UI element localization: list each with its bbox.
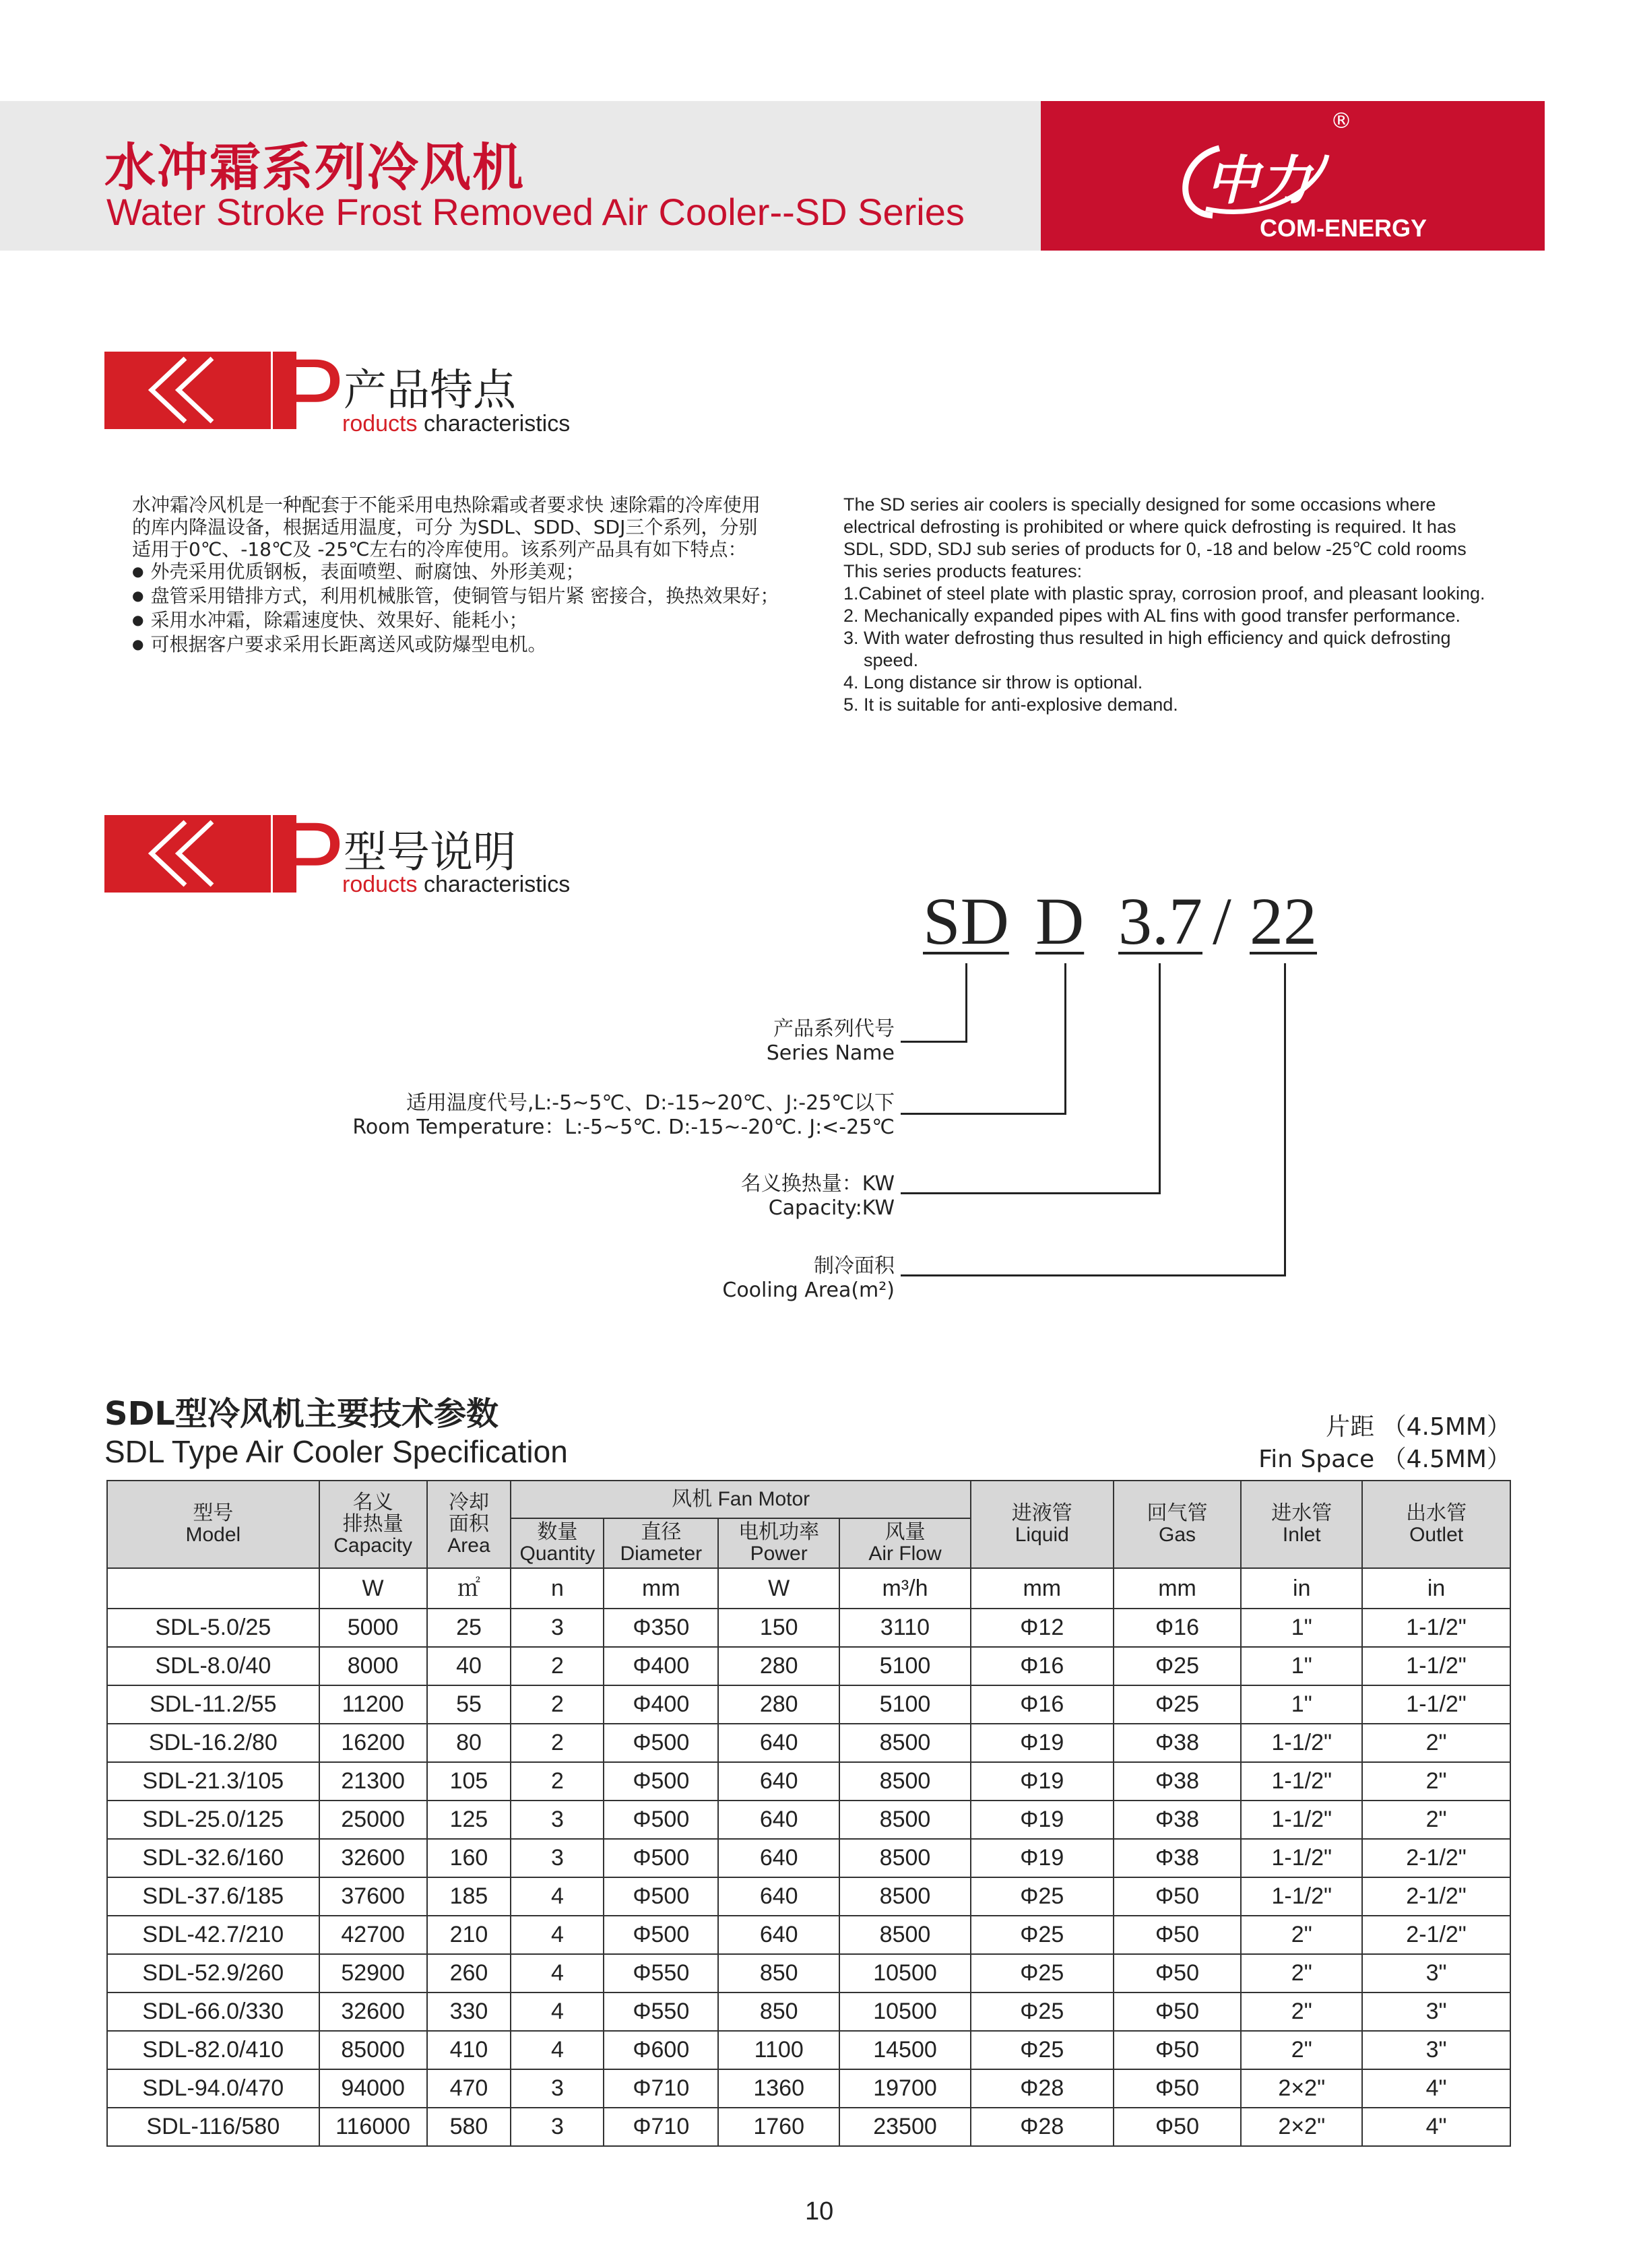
page-number: 10 — [805, 2197, 834, 2226]
table-cell: 260 — [427, 1954, 511, 1992]
table-row — [107, 1992, 1510, 2031]
model-cell: SDL-37.6/185 — [107, 1877, 319, 1916]
table-cell: 105 — [427, 1762, 511, 1801]
table-cell: Φ25 — [971, 1954, 1114, 1992]
capacity-label: 名义换热量：KW Capacity:KW — [740, 1172, 895, 1220]
features-cn-intro-line: 适用于0℃、-18℃及 -25℃左右的冷库使用。该系列产品具有如下特点： — [132, 538, 747, 560]
table-cell: 1100 — [718, 2031, 839, 2069]
col-inlet: 进水管 Inlet — [1241, 1481, 1362, 1568]
col-gas: 回气管 Gas — [1114, 1481, 1242, 1568]
section1-title-en: roducts characteristics — [342, 411, 571, 436]
col-model: 型号 Model — [107, 1481, 319, 1568]
spec-table-body — [107, 1609, 1510, 2146]
table-cell: 1" — [1241, 1685, 1362, 1724]
table-cell: 8500 — [839, 1762, 971, 1801]
model-cell: SDL-16.2/80 — [107, 1724, 319, 1762]
table-cell: 4" — [1362, 2108, 1510, 2146]
table-cell: 8500 — [839, 1916, 971, 1954]
table-row — [107, 1724, 1510, 1762]
model-cell: SDL-52.9/260 — [107, 1954, 319, 1992]
table-cell: 4 — [511, 1954, 604, 1992]
table-row — [107, 1916, 1510, 1954]
table-cell: 410 — [427, 2031, 511, 2069]
unit-cell: W — [319, 1568, 427, 1609]
table-cell: 80 — [427, 1724, 511, 1762]
table-cell: 55 — [427, 1685, 511, 1724]
spec-title-cn: SDL型冷风机主要技术参数 — [104, 1395, 499, 1433]
table-cell: 470 — [427, 2069, 511, 2108]
section1-letter: P — [278, 337, 346, 451]
table-cell: Φ19 — [971, 1801, 1114, 1839]
table-cell: 2-1/2" — [1362, 1916, 1510, 1954]
cooling-area-label: 制冷面积 Cooling Area(m²) — [722, 1254, 895, 1302]
connector-line — [1284, 963, 1286, 1276]
table-cell: Φ38 — [1114, 1839, 1242, 1877]
table-cell: 1360 — [718, 2069, 839, 2108]
model-cell: SDL-8.0/40 — [107, 1647, 319, 1685]
unit-cell: n — [511, 1568, 604, 1609]
features-en-line: 2. Mechanically expanded pipes with AL fins with good transfer performance. — [843, 606, 1461, 626]
table-cell: 280 — [718, 1647, 839, 1685]
table-row — [107, 2108, 1510, 2146]
features-cn-bullet: ● 可根据客户要求采用长距离送风或防爆型电机。 — [132, 633, 812, 657]
table-cell: 8500 — [839, 1801, 971, 1839]
table-cell: 4 — [511, 2031, 604, 2069]
table-cell: Φ500 — [604, 1724, 718, 1762]
table-cell: 3 — [511, 1609, 604, 1647]
unit-cell: W — [718, 1568, 839, 1609]
table-cell: Φ25 — [971, 1916, 1114, 1954]
table-cell: Φ500 — [604, 1801, 718, 1839]
connector-line — [1159, 963, 1161, 1194]
table-cell: 3 — [511, 2069, 604, 2108]
model-code-slash: / — [1213, 884, 1231, 959]
features-en-line: This series products features: — [843, 561, 1083, 581]
features-cn-bullet: ● 盘管采用错排方式，利用机械胀管，使铜管与铝片紧 密接合，换热效果好； — [132, 585, 812, 609]
unit-cell: in — [1241, 1568, 1362, 1609]
table-cell: 2×2" — [1241, 2108, 1362, 2146]
table-row — [107, 1801, 1510, 1839]
table-cell: 40 — [427, 1647, 511, 1685]
features-en-line: 5. It is suitable for anti-explosive demand. — [843, 694, 1178, 715]
table-cell: Φ19 — [971, 1762, 1114, 1801]
table-cell: Φ19 — [971, 1724, 1114, 1762]
table-cell: 4 — [511, 1992, 604, 2031]
features-cn-intro-line: 的库内降温设备，根据适用温度，可分 为SDL、SDD、SDJ三个系列，分别 — [132, 516, 758, 538]
table-cell: 4 — [511, 1877, 604, 1916]
table-row — [107, 1609, 1510, 1647]
table-cell: Φ38 — [1114, 1801, 1242, 1839]
table-cell: 580 — [427, 2108, 511, 2146]
table-cell: 85000 — [319, 2031, 427, 2069]
table-cell: 185 — [427, 1877, 511, 1916]
features-en-line: 4. Long distance sir throw is optional. — [843, 672, 1143, 692]
double-chevron-icon — [104, 815, 271, 893]
table-row — [107, 1839, 1510, 1877]
col-airflow: 风量 Air Flow — [839, 1518, 971, 1568]
table-cell: 330 — [427, 1992, 511, 2031]
table-cell: 3110 — [839, 1609, 971, 1647]
table-cell: Φ19 — [971, 1839, 1114, 1877]
table-cell: 37600 — [319, 1877, 427, 1916]
table-cell: 210 — [427, 1916, 511, 1954]
table-cell: 1" — [1241, 1647, 1362, 1685]
section2-title-en: roducts characteristics — [342, 872, 571, 897]
table-row — [107, 2069, 1510, 2108]
table-cell: 52900 — [319, 1954, 427, 1992]
model-cell: SDL-94.0/470 — [107, 2069, 319, 2108]
fin-space-cn: 片距 （4.5MM） — [1326, 1413, 1511, 1441]
table-cell: 1-1/2" — [1241, 1724, 1362, 1762]
unit-cell: ㎡ — [427, 1568, 511, 1609]
table-cell: Φ50 — [1114, 2108, 1242, 2146]
table-cell: Φ25 — [971, 1877, 1114, 1916]
table-cell: 2-1/2" — [1362, 1839, 1510, 1877]
table-cell: 3 — [511, 1801, 604, 1839]
table-cell: 2" — [1362, 1801, 1510, 1839]
table-cell: 5000 — [319, 1609, 427, 1647]
features-en-line: SDL, SDD, SDJ sub series of products for 0, -18 and below -25℃ cold rooms — [843, 539, 1467, 559]
table-cell: Φ710 — [604, 2108, 718, 2146]
table-cell: Φ500 — [604, 1877, 718, 1916]
table-cell: 25000 — [319, 1801, 427, 1839]
table-cell: 280 — [718, 1685, 839, 1724]
connector-line — [1064, 963, 1066, 1115]
table-cell: Φ50 — [1114, 1877, 1242, 1916]
table-cell: 3" — [1362, 2031, 1510, 2069]
table-cell: Φ50 — [1114, 1954, 1242, 1992]
table-cell: Φ25 — [971, 2031, 1114, 2069]
table-cell: 2" — [1362, 1762, 1510, 1801]
col-group-fan-motor: 风机 Fan Motor — [511, 1481, 970, 1518]
table-cell: Φ25 — [971, 1992, 1114, 2031]
table-cell: Φ12 — [971, 1609, 1114, 1647]
table-cell: 1" — [1241, 1609, 1362, 1647]
table-cell: 19700 — [839, 2069, 971, 2108]
table-cell: 5100 — [839, 1647, 971, 1685]
table-cell: 3 — [511, 2108, 604, 2146]
table-cell: 2 — [511, 1685, 604, 1724]
features-en-line: speed. — [864, 650, 919, 670]
table-cell: 2" — [1241, 1992, 1362, 2031]
table-cell: 2" — [1241, 1954, 1362, 1992]
features-cn-block — [132, 494, 812, 657]
table-cell: 640 — [718, 1839, 839, 1877]
table-cell: 5100 — [839, 1685, 971, 1724]
fin-space-en: Fin Space （4.5MM） — [1258, 1446, 1511, 1473]
table-cell: 94000 — [319, 2069, 427, 2108]
table-cell: 150 — [718, 1609, 839, 1647]
table-cell: Φ500 — [604, 1916, 718, 1954]
table-cell: 10500 — [839, 1954, 971, 1992]
table-cell: 1-1/2" — [1241, 1801, 1362, 1839]
table-cell: 23500 — [839, 2108, 971, 2146]
table-cell: Φ400 — [604, 1685, 718, 1724]
table-cell: 4 — [511, 1916, 604, 1954]
table-cell: 42700 — [319, 1916, 427, 1954]
table-cell: Φ16 — [971, 1647, 1114, 1685]
table-cell: Φ38 — [1114, 1724, 1242, 1762]
table-cell: 125 — [427, 1801, 511, 1839]
table-cell: 2×2" — [1241, 2069, 1362, 2108]
model-cell: SDL-21.3/105 — [107, 1762, 319, 1801]
model-cell: SDL-116/580 — [107, 2108, 319, 2146]
connector-line — [901, 1041, 967, 1043]
table-cell: 1-1/2" — [1362, 1647, 1510, 1685]
table-cell: Φ50 — [1114, 2031, 1242, 2069]
table-cell: 640 — [718, 1801, 839, 1839]
table-cell: 4" — [1362, 2069, 1510, 2108]
table-cell: 640 — [718, 1916, 839, 1954]
section1-title-cn: 产品特点 — [344, 366, 516, 416]
model-code-series: SD — [923, 884, 1009, 959]
table-cell: 2-1/2" — [1362, 1877, 1510, 1916]
col-diameter: 直径 Diameter — [604, 1518, 718, 1568]
table-cell: Φ550 — [604, 1992, 718, 2031]
table-cell: 10500 — [839, 1992, 971, 2031]
table-cell: 3" — [1362, 1954, 1510, 1992]
table-cell: Φ50 — [1114, 1916, 1242, 1954]
table-cell: 2 — [511, 1762, 604, 1801]
col-outlet: 出水管 Outlet — [1362, 1481, 1510, 1568]
spec-table — [106, 1480, 1511, 2147]
table-cell: Φ500 — [604, 1762, 718, 1801]
table-cell: 2" — [1362, 1724, 1510, 1762]
table-cell: Φ38 — [1114, 1762, 1242, 1801]
unit-cell: mm — [604, 1568, 718, 1609]
table-cell: Φ50 — [1114, 1992, 1242, 2031]
features-cn-list — [132, 560, 812, 657]
model-code-area: 22 — [1250, 884, 1317, 959]
brand-mark: 中力 — [1206, 151, 1312, 212]
table-cell: 640 — [718, 1724, 839, 1762]
table-cell: 1760 — [718, 2108, 839, 2146]
model-cell: SDL-25.0/125 — [107, 1801, 319, 1839]
table-row — [107, 1877, 1510, 1916]
table-cell: Φ16 — [971, 1685, 1114, 1724]
table-cell: 116000 — [319, 2108, 427, 2146]
page-title-en: Water Stroke Frost Removed Air Cooler--SD Series — [106, 191, 965, 233]
table-cell: Φ500 — [604, 1839, 718, 1877]
table-cell: 640 — [718, 1762, 839, 1801]
table-cell: Φ25 — [1114, 1647, 1242, 1685]
model-cell: SDL-11.2/55 — [107, 1685, 319, 1724]
table-cell: 1-1/2" — [1241, 1877, 1362, 1916]
unit-cell: mm — [971, 1568, 1114, 1609]
features-en-line: 1.Cabinet of steel plate with plastic spray, corrosion proof, and pleasant looking. — [843, 583, 1485, 604]
table-cell: 25 — [427, 1609, 511, 1647]
connector-line — [965, 963, 967, 1043]
table-cell: 8500 — [839, 1839, 971, 1877]
features-cn-intro-line: 水冲霜冷风机是一种配套于不能采用电热除霜或者要求快 速除霜的冷库使用 — [132, 494, 761, 516]
col-area: 冷却 面积 Area — [427, 1481, 511, 1568]
table-cell: 11200 — [319, 1685, 427, 1724]
table-cell: Φ600 — [604, 2031, 718, 2069]
table-row — [107, 1647, 1510, 1685]
connector-line — [901, 1192, 1161, 1194]
features-en-line: 3. With water defrosting thus resulted in high efficiency and quick defrosting — [843, 628, 1451, 648]
unit-cell: in — [1362, 1568, 1510, 1609]
table-cell: 850 — [718, 1954, 839, 1992]
table-cell: 32600 — [319, 1992, 427, 2031]
features-cn-bullet: ● 外壳采用优质钢板，表面喷塑、耐腐蚀、外形美观； — [132, 560, 812, 585]
page-title-cn: 水冲霜系列冷风机 — [104, 137, 525, 197]
col-capacity: 名义 排热量 Capacity — [319, 1481, 427, 1568]
table-cell: 8500 — [839, 1724, 971, 1762]
series-name-label: 产品系列代号 Series Name — [766, 1017, 895, 1065]
table-cell: 2" — [1241, 2031, 1362, 2069]
table-cell: Φ350 — [604, 1609, 718, 1647]
model-cell: SDL-5.0/25 — [107, 1609, 319, 1647]
features-en-line: The SD series air coolers is specially designed for some occasions where — [843, 494, 1436, 515]
table-cell: 1-1/2" — [1241, 1839, 1362, 1877]
table-cell: 32600 — [319, 1839, 427, 1877]
spec-title-en: SDL Type Air Cooler Specification — [104, 1434, 568, 1469]
features-en-line: electrical defrosting is prohibited or where quick defrosting is required. It has — [843, 517, 1456, 537]
table-cell: Φ16 — [1114, 1609, 1242, 1647]
table-cell: Φ400 — [604, 1647, 718, 1685]
units-row — [107, 1568, 1510, 1609]
table-cell: 8500 — [839, 1877, 971, 1916]
table-cell: Φ50 — [1114, 2069, 1242, 2108]
model-code-temp: D — [1035, 884, 1085, 959]
table-cell: 640 — [718, 1877, 839, 1916]
table-cell: 16200 — [319, 1724, 427, 1762]
table-cell: 2 — [511, 1647, 604, 1685]
model-cell: SDL-32.6/160 — [107, 1839, 319, 1877]
table-cell: 160 — [427, 1839, 511, 1877]
table-cell: 850 — [718, 1992, 839, 2031]
unit-cell: mm — [1114, 1568, 1242, 1609]
table-cell: 14500 — [839, 2031, 971, 2069]
table-cell: 1-1/2" — [1362, 1609, 1510, 1647]
table-cell: Φ710 — [604, 2069, 718, 2108]
section2-title-cn: 型号说明 — [344, 828, 516, 878]
table-cell: 21300 — [319, 1762, 427, 1801]
registered-mark: ® — [1330, 108, 1352, 133]
room-temperature-label: 适用温度代号,L:-5~5℃、D:-15~20℃、J:-25℃以下 Room Temperature：L:-5~5℃. D:-15~-20℃. J:<-25℃ — [352, 1091, 895, 1139]
model-cell: SDL-66.0/330 — [107, 1992, 319, 2031]
table-cell: 1-1/2" — [1241, 1762, 1362, 1801]
table-row — [107, 1762, 1510, 1801]
double-chevron-icon — [104, 352, 271, 429]
table-row — [107, 1954, 1510, 1992]
features-en-block — [843, 494, 1551, 716]
table-cell: Φ28 — [971, 2108, 1114, 2146]
connector-line — [901, 1113, 1066, 1115]
table-cell: Φ25 — [1114, 1685, 1242, 1724]
model-cell: SDL-42.7/210 — [107, 1916, 319, 1954]
table-cell: 1-1/2" — [1362, 1685, 1510, 1724]
connector-line — [901, 1274, 1286, 1276]
col-power: 电机功率 Power — [718, 1518, 839, 1568]
section1-chevron-block — [104, 352, 271, 429]
table-cell: Φ550 — [604, 1954, 718, 1992]
model-code-capacity: 3.7 — [1118, 884, 1202, 959]
table-cell: 2 — [511, 1724, 604, 1762]
col-quantity: 数量 Quantity — [511, 1518, 604, 1568]
table-row — [107, 2031, 1510, 2069]
model-cell: SDL-82.0/410 — [107, 2031, 319, 2069]
section2-letter: P — [278, 801, 346, 914]
table-cell: 2" — [1241, 1916, 1362, 1954]
table-cell: Φ28 — [971, 2069, 1114, 2108]
col-liquid: 进液管 Liquid — [971, 1481, 1114, 1568]
table-cell: 3 — [511, 1839, 604, 1877]
table-cell: 3" — [1362, 1992, 1510, 2031]
section2-chevron-block — [104, 815, 271, 893]
features-cn-bullet: ● 采用水冲霜，除霜速度快、效果好、能耗小； — [132, 609, 812, 633]
table-cell: 8000 — [319, 1647, 427, 1685]
unit-cell: m³/h — [839, 1568, 971, 1609]
table-row — [107, 1685, 1510, 1724]
brand-name: COM-ENERGY — [1260, 214, 1427, 242]
